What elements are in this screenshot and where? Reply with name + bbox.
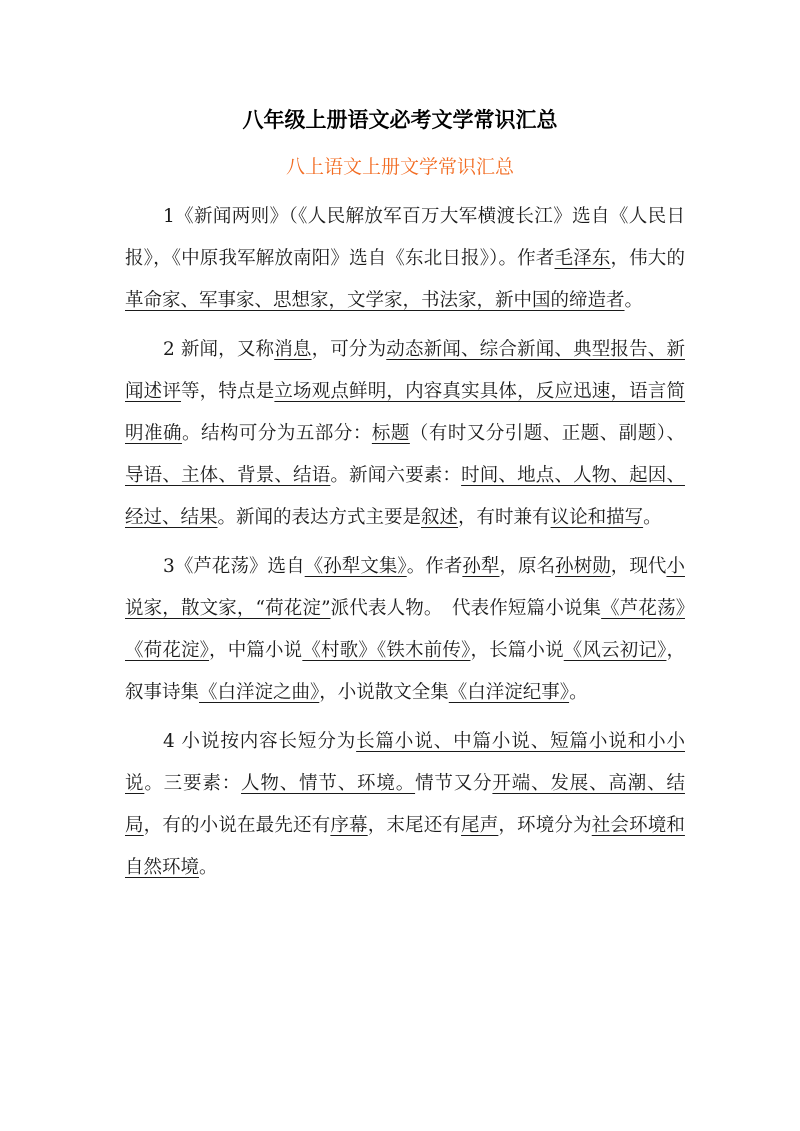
underlined-term: 开端、发展、高潮、结局 [125,773,685,836]
text-segment: 。结构可分为五部分： [181,423,372,444]
underlined-term: 革命家、军事家、思想家，文学家，书法家，新中国的缔造者 [125,290,625,311]
text-segment: ，长篇小说 [470,640,564,661]
text-segment: 2 新闻，又称 [163,339,275,360]
underlined-term: 孙树勋 [555,556,611,577]
underlined-term: 导语、主体、背景、结语 [125,465,331,486]
text-segment: 4 小说按内容长短分为 [163,731,357,752]
underlined-term: 消息 [274,339,312,360]
text-segment: ，可分为 [311,339,387,360]
underlined-term: 时间、地点、人物、起因、经过、结果 [125,465,685,528]
text-segment: 。 [624,290,644,311]
text-segment: 等，特点是 [181,381,275,402]
paragraph-3 [125,546,685,714]
paragraph-4 [125,721,685,889]
underlined-term: 尾声 [461,815,499,836]
text-segment: 派代表人物。 代表作短篇小说集 [330,598,602,619]
text-segment: 情节又分 [415,773,493,794]
underlined-term: 《村歌》《铁木前传》 [302,640,471,661]
text-segment: ，原名 [499,556,556,577]
underlined-term: 议论和描写 [550,507,644,528]
underlined-term: 小说家，散文家，“荷花淀” [125,556,685,619]
underlined-term: 叙述 [421,507,459,528]
document-body [125,196,685,896]
text-segment: 。三要素： [144,773,242,794]
text-segment: （有时又分引题、正题、副题）、 [409,423,685,444]
text-segment: 。 [199,857,218,878]
underlined-term: 《白洋淀之曲》 [199,682,320,703]
text-segment: 。新闻的表达方式主要是 [217,507,422,528]
underlined-term: 序幕 [330,815,368,836]
underlined-term: 孙犁 [462,556,500,577]
paragraph-1 [125,196,685,322]
text-segment: 3《芦花荡》选自 [163,556,305,577]
text-segment: ，有的小说在最先还有 [143,815,331,836]
text-segment: ，叙事诗集 [125,640,685,703]
underlined-term: 人物、情节、环境。 [241,773,416,794]
underlined-term: 标题 [371,423,410,444]
underlined-term: 长篇小说、中篇小说、短篇小说和小小说 [125,731,685,794]
underlined-term: 社会环境和自然环境 [125,815,685,878]
underlined-term: 《白洋淀纪事》 [448,682,570,703]
document-subtitle: 八上语文上册文学常识汇总 [285,156,514,178]
underlined-term: 立场观点鲜明，内容真实具体，反应迅速，语言简明准确 [125,381,685,444]
underlined-term: 《孙犁文集》 [304,556,407,577]
text-segment: 。作者 [406,556,463,577]
underlined-term: 《风云初记》 [563,640,667,661]
text-segment: 1《新闻两则》（《人民解放军百万大军横渡长江》选自《人民日报》，《中原我军解放南阳》选自《东北日报》）。作者 [125,206,685,269]
text-segment: ，现代 [610,556,667,577]
document-title: 八年级上册语文必考文学常识汇总 [242,108,558,132]
text-segment: ，有时兼有 [458,507,551,528]
underlined-term: 动态新闻、综合新闻、典型报告、新闻述评 [125,339,685,402]
text-segment: ，末尾还有 [367,815,462,836]
underlined-term: 《芦花荡》《荷花淀》 [125,598,685,661]
text-segment: 。 [569,682,588,703]
text-segment: 。 [643,507,662,528]
paragraph-2 [125,329,685,539]
text-segment: ，环境分为 [498,815,592,836]
text-segment: ，伟大的 [610,248,685,269]
text-segment: 。新闻六要素： [330,465,462,486]
text-segment: ，中篇小说 [209,640,303,661]
underlined-term: 毛泽东 [554,248,611,269]
text-segment: ，小说散文全集 [319,682,449,703]
